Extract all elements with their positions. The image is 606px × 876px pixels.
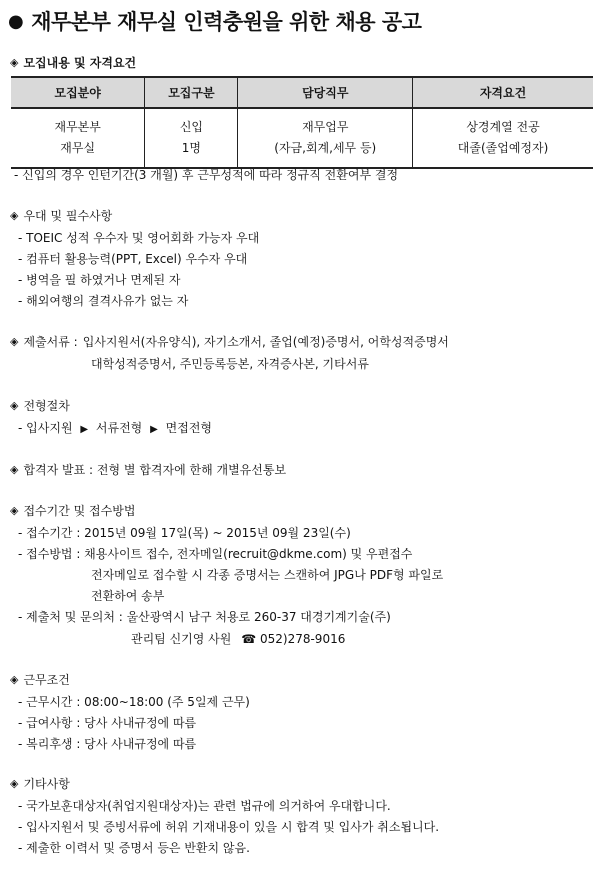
preference-heading — [10, 207, 112, 224]
process-heading — [10, 397, 70, 414]
list-item: - 병역을 필 하였거나 면제된 자 — [18, 273, 181, 287]
phone-icon: ☎ — [241, 632, 257, 646]
cell-duty-line2: (자금,회계,세무 등) — [274, 141, 377, 155]
application-contact-person — [131, 630, 345, 647]
recruit-table — [11, 76, 593, 169]
diamond-icon: ◈ — [10, 56, 19, 69]
header-duty: 담당직무 — [238, 77, 413, 108]
cell-duty-line1: 재무업무 — [302, 120, 349, 134]
misc-heading-text: 기타사항 — [23, 777, 70, 791]
contact-phone: 052)278-9016 — [259, 632, 346, 646]
cell-type-line1: 신입 — [179, 120, 203, 134]
header-qual: 자격요건 — [413, 77, 593, 108]
cell-field — [11, 108, 145, 168]
list-item: - 급여사항 : 당사 사내규정에 따름 — [18, 716, 197, 730]
conditions-heading — [10, 671, 70, 688]
arrow-right-icon: ▶ — [80, 424, 89, 435]
header-field: 모집분야 — [11, 77, 145, 108]
cell-qual-line2: 대졸(졸업예정자) — [457, 141, 549, 155]
documents-label: 제출서류 : — [23, 335, 78, 349]
documents-line1: 입사지원서(자유양식), 자기소개서, 졸업(예정)증명서, 어학성적증명서 — [82, 335, 449, 349]
announcement-heading — [10, 461, 286, 478]
misc-heading — [10, 775, 70, 792]
cell-duty — [238, 108, 413, 168]
diamond-icon: ◈ — [10, 335, 19, 348]
process-step-document: 서류전형 — [95, 421, 143, 435]
application-heading-text: 접수기간 및 접수방법 — [23, 504, 136, 518]
diamond-icon: ◈ — [10, 209, 19, 222]
cell-qual-line1: 상경계열 전공 — [466, 120, 540, 134]
conditions-heading-text: 근무조건 — [23, 673, 70, 687]
bullet-icon: ● — [8, 10, 24, 32]
recruit-note: - 신입의 경우 인턴기간(3 개월) 후 근무성적에 따라 정규직 전환여부 결정 — [14, 168, 399, 182]
cell-field-line1: 재무본부 — [54, 120, 101, 134]
recruit-heading-text: 모집내용 및 자격요건 — [23, 56, 137, 70]
announcement-text: 합격자 발표 : 전형 별 합격자에 한해 개별유선통보 — [23, 463, 287, 477]
diamond-icon: ◈ — [10, 673, 19, 686]
title-text: 재무본부 재무실 인력충원을 위한 채용 공고 — [31, 10, 422, 34]
list-item: - 제출한 이력서 및 증명서 등은 반환치 않음. — [18, 841, 250, 855]
recruit-heading — [10, 54, 136, 71]
process-heading-text: 전형절차 — [23, 399, 70, 413]
cell-type — [145, 108, 238, 168]
table-header-row — [11, 77, 593, 108]
application-heading — [10, 502, 135, 519]
list-item: - 복리후생 : 당사 사내규정에 따름 — [18, 737, 197, 751]
list-item: - 해외여행의 결격사유가 없는 자 — [18, 294, 189, 308]
arrow-right-icon: ▶ — [150, 424, 158, 435]
list-item: - TOEIC 성적 우수자 및 영어회화 가능자 우대 — [18, 231, 260, 245]
contact-person: 관리팀 신기영 사원 — [131, 632, 232, 646]
list-item: - 근무시간 : 08:00~18:00 (주 5일제 근무) — [18, 695, 250, 709]
list-item: - 국가보훈대상자(취업지원대상자)는 관련 법규에 의거하여 우대합니다. — [18, 799, 391, 813]
documents-line2: 대학성적증명서, 주민등록등본, 자격증사본, 기타서류 — [91, 357, 369, 371]
application-period: - 접수기간 : 2015년 09월 17일(목) ~ 2015년 09월 23일(수) — [18, 526, 351, 540]
list-item: - 컴퓨터 활용능력(PPT, Excel) 우수자 우대 — [18, 252, 248, 266]
application-method-note2: 전환하여 송부 — [91, 589, 165, 603]
application-method: - 접수방법 : 채용사이트 접수, 전자메일(recruit@dkme.com) 및 우편접수 — [18, 547, 413, 561]
documents-heading — [10, 333, 449, 350]
cell-type-line2: 1명 — [181, 141, 202, 155]
diamond-icon: ◈ — [10, 777, 19, 790]
process-steps — [18, 419, 212, 436]
diamond-icon: ◈ — [10, 504, 19, 517]
process-step-apply: 입사지원 — [26, 421, 73, 435]
cell-qual — [413, 108, 593, 168]
process-step-interview: 면접전형 — [165, 421, 213, 435]
application-contact: - 제출처 및 문의처 : 울산광역시 남구 처용로 260-37 대경기계기술(주) — [18, 610, 391, 624]
list-item: - 입사지원서 및 증빙서류에 허위 기재내용이 있을 시 합격 및 입사가 취소됩니다. — [18, 820, 440, 834]
process-prefix: - — [18, 421, 23, 435]
preference-heading-text: 우대 및 필수사항 — [23, 209, 113, 223]
cell-field-line2: 재무실 — [60, 141, 96, 155]
table-row — [11, 108, 593, 168]
header-type: 모집구분 — [145, 77, 238, 108]
diamond-icon: ◈ — [10, 463, 19, 476]
diamond-icon: ◈ — [10, 399, 19, 412]
application-method-note: 전자메일로 접수할 시 각종 증명서는 스캔하여 JPG나 PDF형 파일로 — [91, 568, 444, 582]
page-title — [8, 6, 421, 36]
